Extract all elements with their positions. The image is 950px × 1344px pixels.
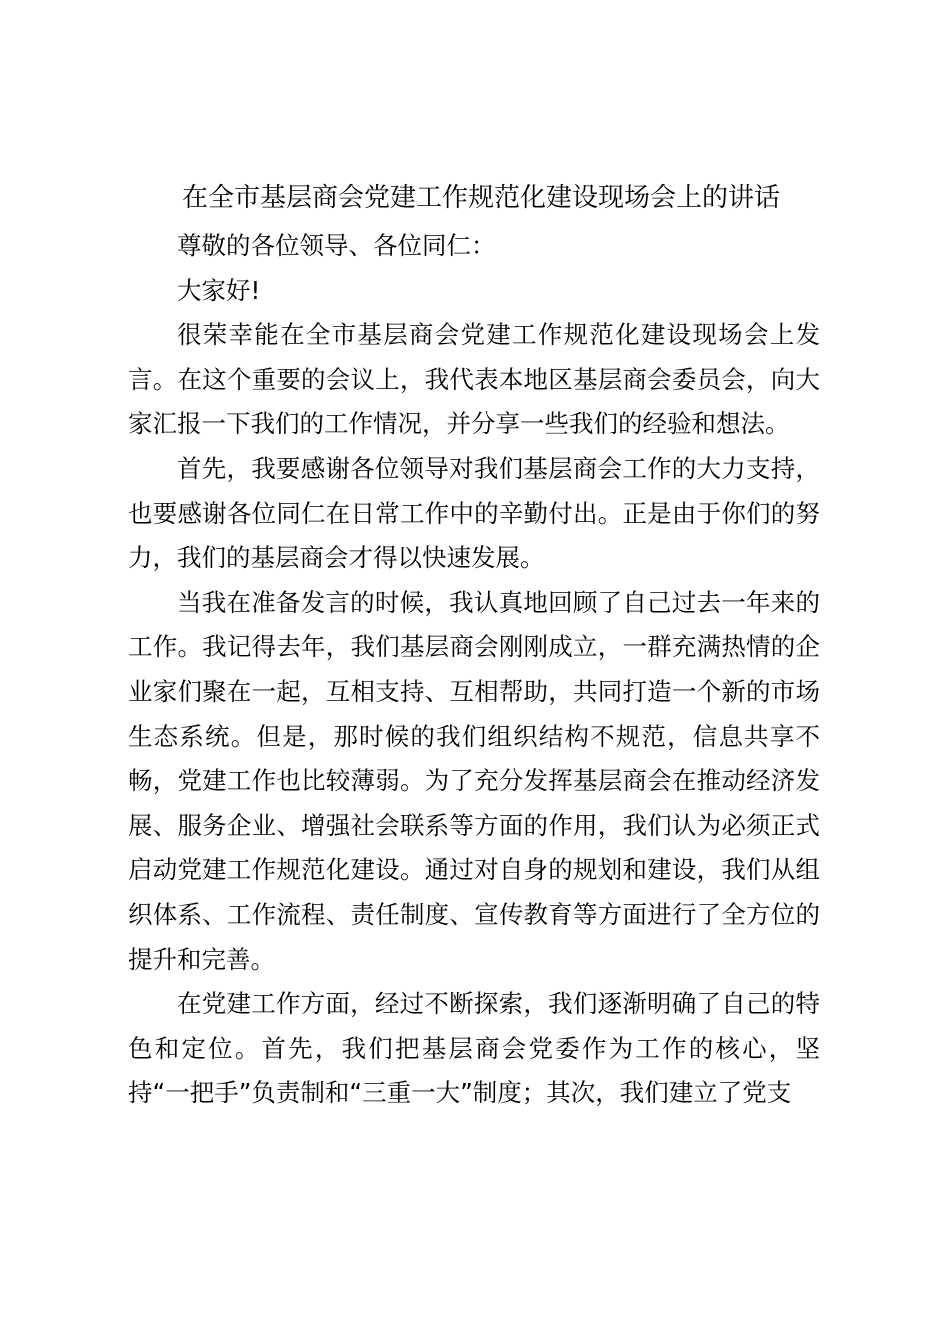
salutation: 尊敬的各位领导、各位同仁： bbox=[177, 231, 496, 260]
paragraph-2: 首先，我要感谢各位领导对我们基层商会工作的大力支持，也要感谢各位同仁在日常工作中的辛勤付出。正是由于你们的努力，我们的基层商会才得以快速发展。 bbox=[128, 453, 820, 573]
paragraph-1: 很荣幸能在全市基层商会党建工作规范化建设现场会上发言。在这个重要的会议上，我代表本地区基层商会委员会，向大家汇报一下我们的工作情况，并分享一些我们的经验和想法。 bbox=[128, 320, 820, 439]
document-body bbox=[128, 224, 820, 1116]
greeting: 大家好! bbox=[177, 275, 261, 305]
document-title: 在全市基层商会党建工作规范化建设现场会上的讲话 bbox=[181, 183, 780, 213]
paragraph-4: 在党建工作方面，经过不断探索，我们逐渐明确了自己的特色和定位。首先，我们把基层商会党委作为工作的核心，坚持“一把手”负责制和“三重一大”制度；其次，我们建立了党支 bbox=[128, 989, 820, 1108]
paragraph-3: 当我在准备发言的时候，我认真地回顾了自己过去一年来的工作。我记得去年，我们基层商会刚刚成立，一群充满热情的企业家们聚在一起，互相支持、互相帮助，共同打造一个新的市场生态系统。但是，那时候的我们组织结构不规范，信息共享不畅，党建工作也比较薄弱。为了充分发挥基层商会在推动经济发展、服务企业、增强社会联系等方面的作用，我们认为必须正式启动党建工作规范化建设。通过对自身的规划和建设，我们从组织体系、工作流程、责任制度、宣传教育等方面进行了全方位的提升和完善。 bbox=[128, 587, 820, 974]
